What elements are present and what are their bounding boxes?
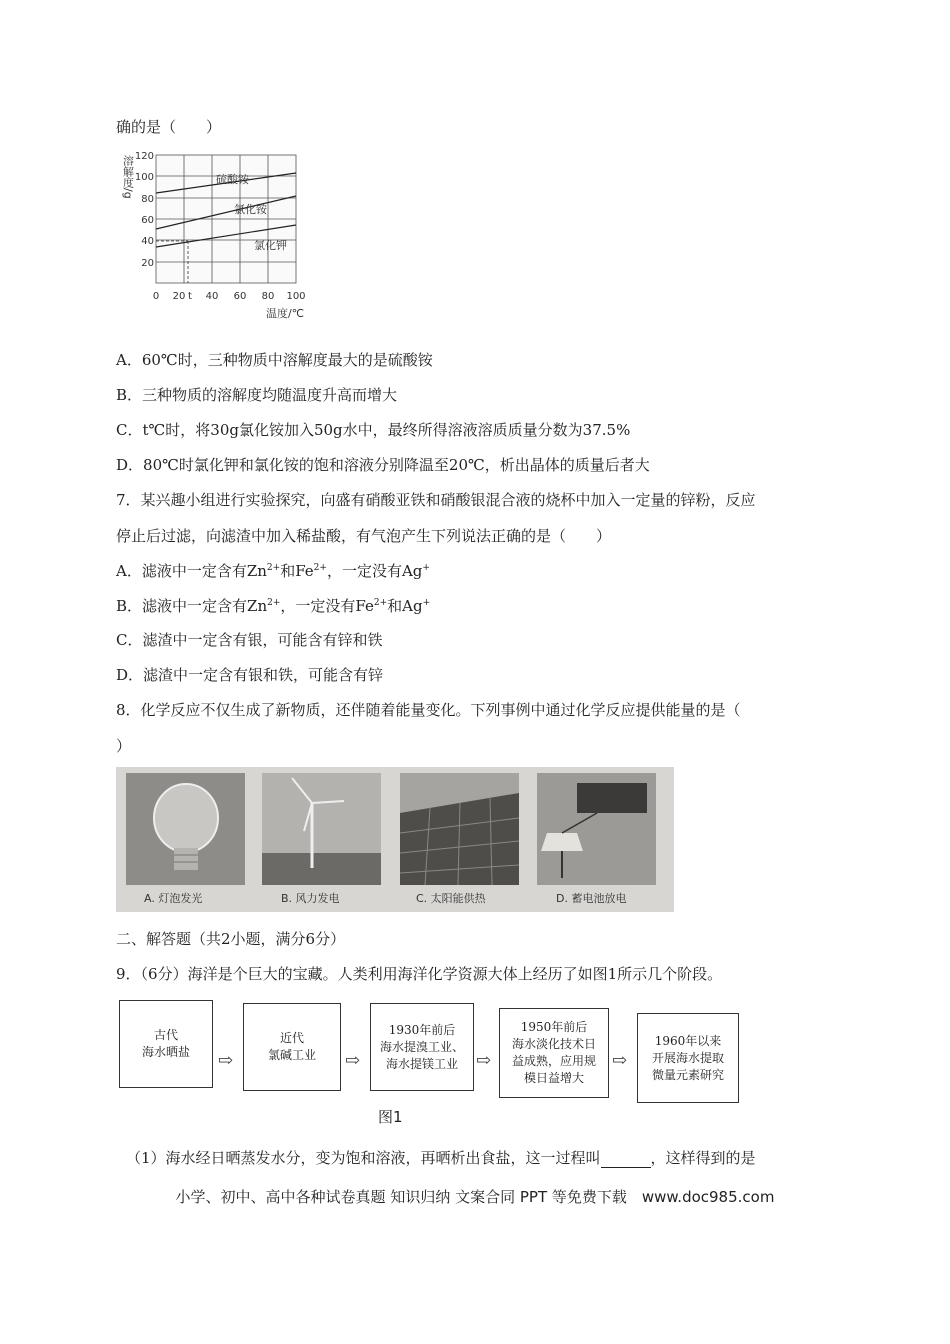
chart-xlabel: 温度/℃ [266,307,305,320]
y-tick: 80 [141,194,154,205]
figure-caption: 图1 [378,1108,403,1126]
q7-option-c: C．滤渣中一定含有银，可能含有锌和铁 [116,631,383,649]
flow-box-1: 古代 海水晒盐 [119,1000,213,1088]
wind-turbine-photo [262,773,381,885]
flow-box-5: 1960年以来 开展海水提取 微量元素研究 [637,1013,739,1103]
q7-option-a: A．滤液中一定含有$Zn^{2+}$和$Fe^{2+}$，一定没有Ag+ [116,562,430,580]
flow-box-4: 1950年前后 海水淡化技术日 益成熟，应用规 模日益增大 [499,1008,609,1098]
caption-b: B. 风力发电 [281,892,340,905]
label-ammonium-chloride: 氯化铵 [234,203,267,216]
x-tick: 40 [205,291,219,302]
solar-panel-photo [400,773,519,885]
arrow-icon: ⇨ [476,1050,492,1071]
q8-stem-line2: ） [116,737,132,755]
q8-photo-strip [116,767,674,912]
x-tick: 0 [152,291,160,302]
caption-d: D. 蓄电池放电 [556,892,627,905]
bulb-photo [126,773,245,885]
chart-ylabel: 溶解度/g [121,155,135,199]
q7-option-b: B．滤液中一定含有$Zn^{2+}$，一定没有$Fe^{2+}$和Ag+ [116,597,431,615]
q8-stem-line1: 8．化学反应不仅生成了新物质，还伴随着能量变化。下列事例中通过化学反应提供能量的是（ [116,701,741,719]
x-tick: 80 [261,291,275,302]
q6-option-c: C．t℃时，将30g氯化铵加入50g水中，最终所得溶液溶质质量分数为37.5% [116,421,631,439]
solubility-chart [116,143,326,323]
y-tick: 60 [141,215,154,226]
flow-box-3: 1930年前后 海水提溴工业、 海水提镁工业 [370,1003,474,1091]
q9-sub1: （1）海水经日晒蒸发水分，变为饱和溶液，再晒析出食盐，这一过程叫 ，这样得到的是 [126,1149,756,1167]
caption-a: A. 灯泡发光 [144,892,203,905]
q7-stem-line2: 停止后过滤，向滤渣中加入稀盐酸，有气泡产生下列说法正确的是（ ） [116,527,612,545]
page-footer: 小学、初中、高中各种试卷真题 知识归纳 文案合同 PPT 等免费下载 www.doc985.com [175,1188,775,1206]
q7-option-d: D．滤渣中一定含有银和铁，可能含有锌 [116,666,384,684]
q9-stem: 9．（6分）海洋是个巨大的宝藏。人类利用海洋化学资源大体上经历了如图1所示几个阶段。 [116,965,723,983]
arrow-icon: ⇨ [345,1050,361,1071]
flow-box-2: 近代 氯碱工业 [243,1003,341,1091]
q6-option-a: A．60℃时，三种物质中溶解度最大的是硫酸铵 [116,351,433,369]
label-potassium-chloride: 氯化钾 [254,239,287,252]
x-tick: 60 [233,291,247,302]
section-heading: 二、解答题（共2小题，满分6分） [116,930,346,948]
x-tick: 20 [172,291,186,302]
caption-c: C. 太阳能供热 [416,892,486,905]
q6-option-d: D．80℃时氯化钾和氯化铵的饱和溶液分别降温至20℃，析出晶体的质量后者大 [116,456,650,474]
y-tick: 20 [141,258,154,269]
x-tick: 100 [286,291,306,302]
y-tick: 120 [134,151,154,162]
answer-blank[interactable] [601,1153,651,1168]
q6-stem: 确的是（ ） [116,118,222,136]
q7-stem-line1: 7．某兴趣小组进行实验探究，向盛有硝酸亚铁和硝酸银混合液的烧杯中加入一定量的锌粉，反应 [116,491,756,509]
label-ammonium-sulfate: 硫酸铵 [216,173,249,186]
x-tick: t [188,291,192,302]
y-tick: 100 [134,172,154,183]
q6-option-b: B．三种物质的溶解度均随温度升高而增大 [116,386,398,404]
arrow-icon: ⇨ [218,1050,234,1071]
y-tick: 40 [141,236,154,247]
arrow-icon: ⇨ [612,1050,628,1071]
battery-lamp-photo [537,773,656,885]
